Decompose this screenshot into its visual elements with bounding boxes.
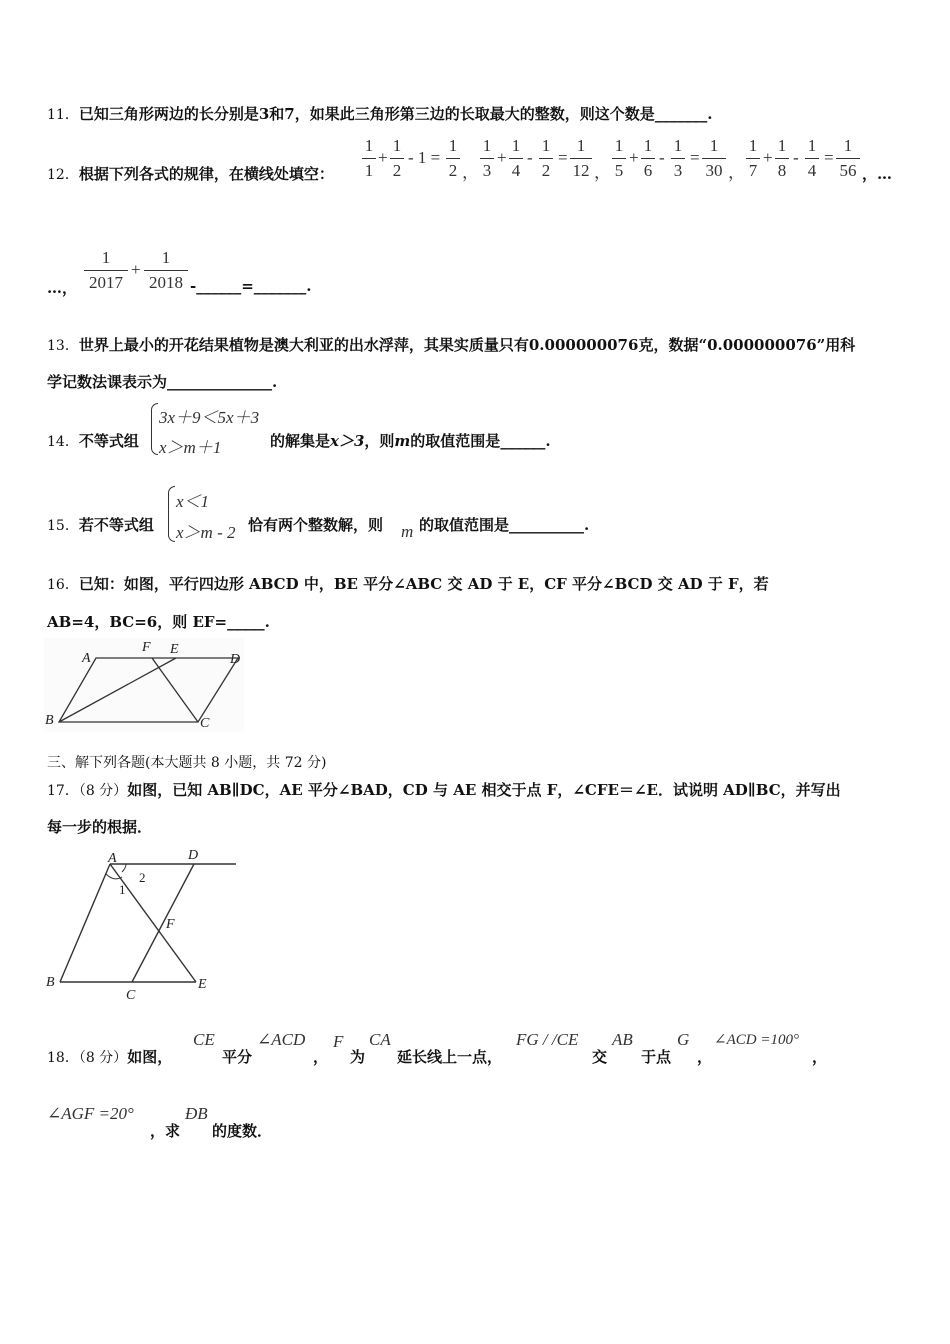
q13-value2: 0.000000076 [707,336,817,354]
q12-eq1-plus: + [378,148,388,167]
q12-eq1-result: 1 2 [446,136,460,181]
q13-value: 0.000000076 [528,336,639,354]
q11-end: . [707,105,713,123]
q18-t-comma1: ， [313,1048,329,1066]
section3-title: 三、解下列各题(本大题共 8 小题，共 72 分) [47,755,327,771]
q18-t-pingfen: 平分 [222,1048,253,1066]
q12-eq4-eq: = [824,148,834,167]
q16-label-a: A [82,651,91,666]
q12-eq4-result: 1 56 [836,136,860,181]
q15-blank: __________ [509,516,585,534]
q18-t-end: 的度数． [212,1122,273,1140]
q18-number: 18． [47,1050,79,1066]
q17-label-a: A [108,851,117,866]
q17-number: 17． [47,783,79,799]
q15-number: 15． [47,518,79,534]
q12-eq3-eq: = [690,148,700,167]
q16-line1: 16．已知：如图，平行四边形 ABCD 中，BE 平分∠ABC 交 AD 于 E，CF 平分∠BCD 交 AD 于 F，若 [47,575,769,593]
q12-eq3-minus: - [659,148,665,167]
q17-label-b: B [46,975,55,990]
q11-number: 11． [47,107,79,123]
q16-blank: _____ [227,613,265,631]
q18-m-ab: AB [612,1030,633,1049]
q18-m-ce: CE [193,1030,215,1049]
q12-eq3-frac-a: 1 5 [612,136,626,181]
q18-m-acd: ∠ACD [257,1030,306,1049]
q15-rest: 的取值范围是__________. [419,516,590,534]
q14-ineq1: 3x＋9＜5x＋3 [159,408,260,427]
q18-m-acd100: ∠ACD =100° [714,1032,799,1048]
q12-text: 根据下列各式的规律，在横线处填空： [78,165,334,183]
q18-m-fg: FG / /CE [516,1030,579,1049]
q17-label-2: 2 [139,870,146,885]
q11-blank: _______ [654,105,708,123]
q11-mid: 和 [269,105,285,123]
q18-m-ca: CA [369,1030,391,1049]
q17-label-1: 1 [119,882,126,897]
q18-score: （8 分） [78,1050,128,1066]
q17-label-e: E [198,977,207,992]
q14-prompt: 14．不等式组 [47,432,139,450]
q17-line2: 每一步的根据． [47,818,153,836]
q13-blank: ______________ [167,373,273,391]
q12-eq4-minus: - [793,148,799,167]
q12-eq4-plus: + [763,148,773,167]
q12-eq1-minus: - 1 = [408,148,441,167]
q12-eq2-frac-a: 1 3 [480,136,494,181]
q16-label-c: C [200,716,210,731]
q15-text2: 恰有两个整数解，则 [248,516,384,534]
q12-frac-2017: 1 2017 [84,248,128,293]
q12-eq2-frac-b: 1 4 [509,136,523,181]
q18-m-g: G [677,1030,690,1049]
q12-eq1-frac-a: 1 1 [362,136,376,181]
q14-brace [151,403,158,455]
q12-eq2-comma: ， [594,163,611,182]
q13-line1: 13．世界上最小的开花结果植物是澳大利亚的出水浮萍，其果实质量只有0.000000076克，数据“0.000000076”用科 [47,336,856,354]
q12-eq3-result: 1 30 [702,136,726,181]
q12-eq2-minus: - [527,148,533,167]
q12-line2-tail: -______=_______. [190,277,312,295]
q14-blank: ______ [500,432,546,450]
q17-line-ab [60,864,110,982]
q17-figure [44,842,244,1004]
q18-t-jiao: 交 [592,1048,608,1066]
q18-m-f: F [333,1032,344,1051]
q14-var: m [394,432,411,450]
q18-t-wei: 为 [350,1048,366,1066]
q11-text-a: 已知三角形两边的长分别是 [78,105,259,123]
q12-eq1-comma: ， [462,163,479,182]
q17-angle-arc-2 [122,864,126,872]
q18-t-qiu: ，求 [150,1122,181,1140]
q15-ineq1: x＜1 [176,492,210,511]
q17-label-f: F [166,917,175,932]
q12-eq4-frac-b: 1 8 [775,136,789,181]
q15-prompt: 15．若不等式组 [47,516,154,534]
q11 [47,103,712,124]
q14-rest: 的解集是x＞3，则m的取值范围是______. [270,432,551,450]
q18-t-comma2: ， [697,1048,713,1066]
q12-eq2-plus: + [497,148,507,167]
q18-t-yudian: 于点 [641,1048,672,1066]
q12-line2-plus: + [131,260,141,279]
q18-t-comma3: ， [812,1048,828,1066]
q13-number: 13． [47,338,79,354]
q12-eq2-result: 1 12 [570,136,592,181]
q11-value-2: 7 [284,105,295,123]
q18-m-b: ÐB [185,1104,208,1123]
q14-number: 14． [47,434,79,450]
q14-cond: x＞3 [330,432,365,450]
q16-parallelogram-figure [44,638,244,732]
q16-label-b: B [45,713,54,728]
q16-label-e: E [170,642,179,657]
q11-value-1: 3 [258,105,270,123]
q16-line2: AB=4，BC=6，则 EF=_____. [47,613,270,631]
q11-text-b: ，如果此三角形第三边的长取最大的整数，则这个数是 [294,105,655,123]
q18-prompt: 18．（8 分）如图， [47,1048,173,1066]
q17-line1: 17．（8 分）如图，已知 AB∥DC，AE 平分∠BAD，CD 与 AE 相交于点 F，∠CFE＝∠E．试说明 AD∥BC，并写出 [47,781,841,799]
q16-label-f: F [142,640,151,655]
q12-line2-start: …， [47,279,78,297]
q18-m-agf: ∠AGF =20° [47,1104,134,1123]
q12-eq4-frac-c: 1 4 [805,136,819,181]
q18-t-ext: 延长线上一点， [397,1048,503,1066]
q12-eq2-eq: = [558,148,568,167]
q12-eq1-frac-b: 1 2 [390,136,404,181]
q12-eq3-frac-c: 1 3 [671,136,685,181]
q12-eq3-comma: ， [728,163,745,182]
q15-brace [168,486,175,542]
q12-ellipsis: ，… [862,165,893,183]
q14-ineq2: x＞m＋1 [159,438,222,457]
q12-number: 12． [47,167,79,183]
q12-eq4-frac-a: 1 7 [746,136,760,181]
q12-prompt [47,163,334,184]
q12-eq3-frac-b: 1 6 [641,136,655,181]
q12-eq2-frac-c: 1 2 [539,136,553,181]
q12-frac-2018: 1 2018 [144,248,188,293]
q16-number: 16． [47,577,79,593]
q16-label-d: D [230,652,241,667]
q12-eq3-plus: + [629,148,639,167]
q13-line2: 学记数法课表示为______________. [47,373,278,391]
q15-var: m [401,522,414,541]
q17-label-c: C [126,988,136,1003]
q17-label-d: D [188,848,199,863]
q15-ineq2: x＞m - 2 [176,523,236,542]
q17-score: （8 分） [78,783,128,799]
